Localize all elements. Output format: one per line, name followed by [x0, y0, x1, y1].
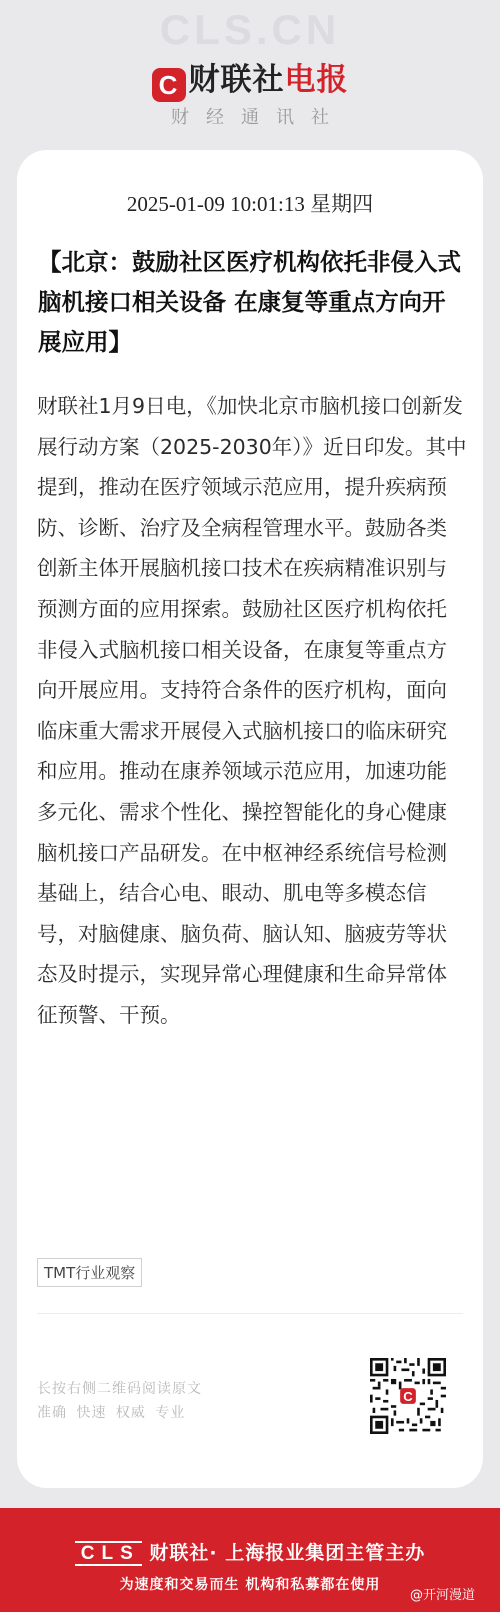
article-datetime: 2025-01-09 10:01:13 星期四 [126, 192, 374, 216]
footer-cls-logo: CLS [75, 1541, 142, 1566]
qr-hint: 长按右侧二维码阅读原文 [37, 1381, 202, 1397]
weibo-watermark: @开河漫道 [410, 1588, 476, 1603]
cls-logo-icon: C [152, 68, 186, 102]
footer-brand: 财联社 [149, 1542, 210, 1564]
qr-badge: C [403, 1388, 413, 1404]
brand-logo [0, 54, 500, 102]
footer-org: · 上海报业集团主管主办 [209, 1542, 426, 1564]
divider [37, 1313, 463, 1314]
brand-subtitle: 财经通讯社 [171, 107, 346, 128]
footer-motto: 为速度和交易而生 机构和私募都在使用 [119, 1577, 381, 1593]
brand-name: 财联社 [188, 62, 285, 98]
brand-telegraph: 电报 [284, 62, 349, 98]
qr-code[interactable] [370, 1358, 446, 1434]
article-tag[interactable]: TMT行业观察 [37, 1258, 142, 1287]
watermark: CLS.CN [159, 6, 341, 53]
article-headline: 【北京：鼓励社区医疗机构依托非侵入式脑机接口相关设备 在康复等重点方向开展应用】 [38, 248, 461, 356]
article-body: 财联社1月9日电，《加快北京市脑机接口创新发展行动方案（2025-2030年）》近日印发。其中提到，推动在医疗领域示范应用，提升疾病预防、诊断、治疗及全病程管理水平。鼓励各类创新主体开展脑机接口技术在疾病精准识别与预测方面的应用探索。鼓励社区医疗机构依托非侵入式脑机接口相关设备，在康复等重点方向开展应用。支持符合条件的医疗机构，面向临床重大需求开展侵入式脑机接口的临床研究和应用。推动在康养领域示范应用，加速功能多元化、需求个性化、操控智能化的身心健康脑机接口产品研发。在中枢神经系统信号检测基础上，结合心电、眼动、肌电等多模态信号，对脑健康、脑负荷、脑认知、脑疲劳等状态及时提示，实现异常心理健康和生命异常体征预警、干预。 [37, 394, 467, 1027]
slogan: 准确 快速 权威 专业 [37, 1405, 186, 1421]
footer-brand-line [0, 1538, 500, 1565]
article-card [17, 150, 483, 1488]
